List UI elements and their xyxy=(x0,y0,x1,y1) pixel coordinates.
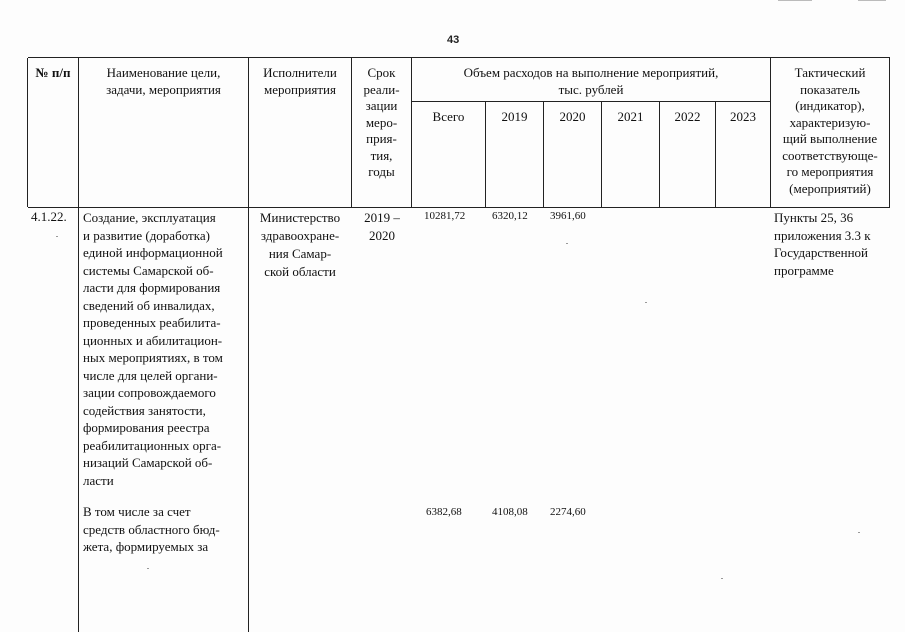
col-header-2020: 2020 xyxy=(559,109,586,124)
scan-speck xyxy=(858,532,860,533)
col-header-2022: 2022 xyxy=(674,109,701,124)
col-header-term: Срок реали- зации меро- прия- тия, годы xyxy=(363,65,400,179)
scan-speck xyxy=(645,302,647,303)
grid-line xyxy=(889,58,890,207)
page-number: 43 xyxy=(447,34,460,46)
table-row-indicator: Пункты 25, 36 приложения 3.3 к Государственной программе xyxy=(774,210,871,278)
scan-speck xyxy=(721,578,723,579)
grid-line xyxy=(248,206,249,632)
scan-speck xyxy=(56,236,58,237)
col-header-num: № п/п xyxy=(35,65,71,80)
grid-line xyxy=(411,101,770,102)
table-row-2020: 3961,60 xyxy=(550,210,586,222)
table-subrow-2019: 4108,08 xyxy=(492,506,528,518)
table-subrow-2020: 2274,60 xyxy=(550,506,586,518)
col-header-2019: 2019 xyxy=(501,109,528,124)
table-subrow-name: В том числе за счет средств областного бюд- жета, формируемых за xyxy=(83,504,220,554)
col-header-volume: Объем расходов на выполнение мероприятий, тыс. рублей xyxy=(463,65,719,97)
table-row-number: 4.1.22. xyxy=(31,209,67,224)
table-row-term: 2019 – 2020 xyxy=(364,210,400,243)
col-header-executors: Исполнители мероприятия xyxy=(263,65,337,97)
table-header xyxy=(28,57,890,208)
col-header-2021: 2021 xyxy=(617,109,644,124)
table-row-name: Создание, эксплуатация и развитие (доработка) единой информационной системы Самарской об- ласти для формирования сведений об инвалидах, проведенных реабилита- ционных и абилитацион- ных мероприятиях, в том числе для целей органи- зации сопровождаемого содействия занятости, формирования реестра реабилитационных орга- низаций Самарской об- ласти xyxy=(83,210,223,488)
grid-line xyxy=(78,206,79,632)
scan-speck xyxy=(147,568,149,569)
col-header-2023: 2023 xyxy=(730,109,756,124)
table-subrow-total: 6382,68 xyxy=(426,506,462,518)
table-row-total: 10281,72 xyxy=(424,210,466,222)
table-row-executor: Министерство здравоохране- ния Самар- ской области xyxy=(259,210,341,279)
col-header-indicator: Тактический показатель (индикатор), характеризую- щий выполнение соответствующе- го мероприятия (мероприятий) xyxy=(782,65,878,196)
scan-speck xyxy=(566,243,568,244)
scan-corner-marks xyxy=(770,0,905,3)
col-header-total: Всего xyxy=(432,109,465,124)
col-header-name: Наименование цели, задачи, мероприятия xyxy=(106,65,221,97)
table-row-2019: 6320,12 xyxy=(492,210,528,222)
